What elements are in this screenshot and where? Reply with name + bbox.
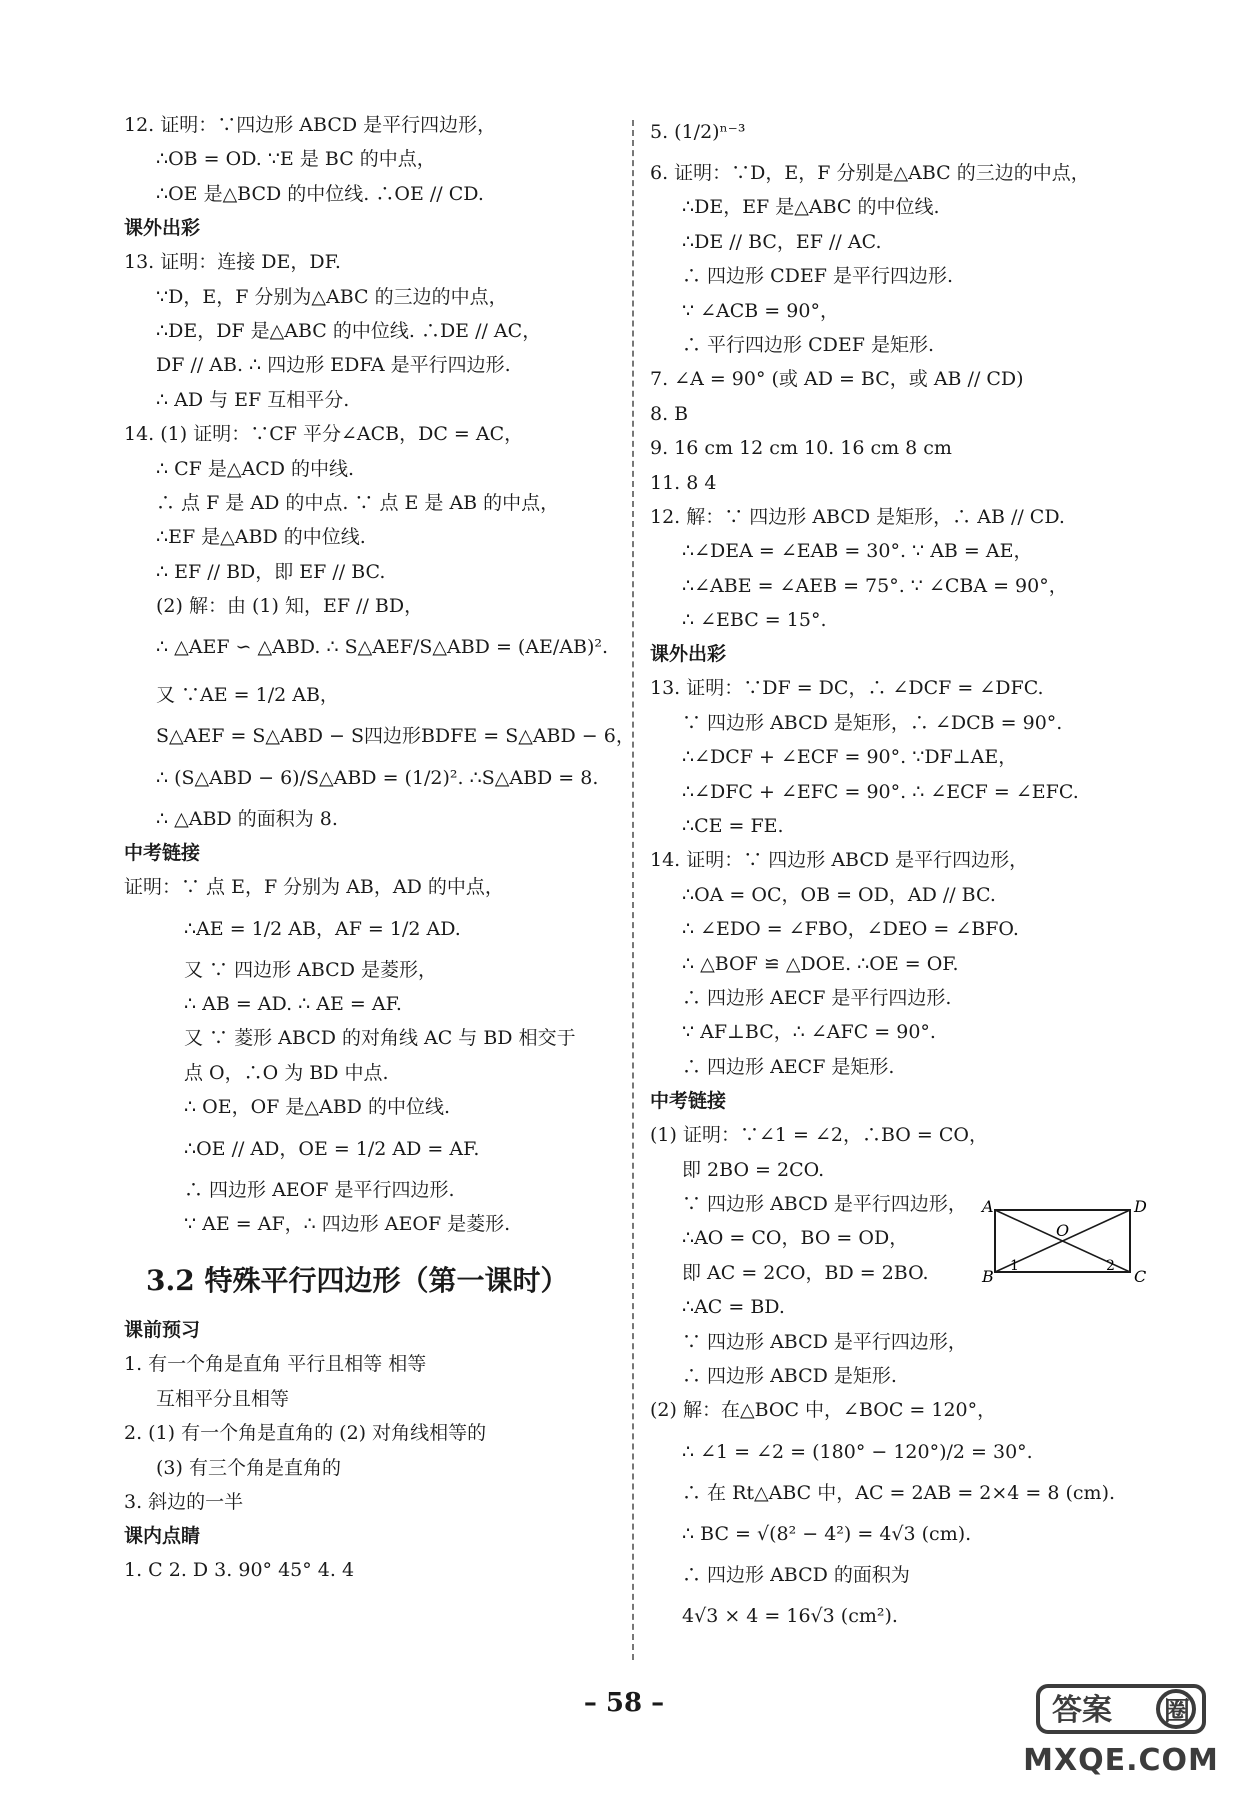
text-line: ∴ ∠EBC = 15°. bbox=[682, 609, 827, 632]
text-line: ∴ 四边形 AECF 是矩形. bbox=[682, 1055, 895, 1078]
figure-label: 1 bbox=[1010, 1258, 1019, 1274]
watermark-logo bbox=[1036, 1680, 1206, 1738]
text-line: ∵ 四边形 ABCD 是平行四边形， bbox=[682, 1330, 967, 1353]
text-line: ∴∠DFC + ∠EFC = 90°. ∴ ∠ECF = ∠EFC. bbox=[682, 780, 1079, 803]
text-line: ∴AE = 1/2 AB，AF = 1/2 AD. bbox=[184, 917, 461, 940]
text-line: (2) 解：在△BOC 中，∠BOC = 120°， bbox=[650, 1399, 997, 1422]
text-line: ∴ 四边形 CDEF 是平行四边形. bbox=[682, 265, 953, 288]
text-line: 5. (1/2)ⁿ⁻³ bbox=[650, 121, 746, 143]
text-line: 6. 证明：∵D，E，F 分别是△ABC 的三边的中点， bbox=[650, 162, 1090, 184]
text-line: ∴ △BOF ≌ △DOE. ∴OE = OF. bbox=[682, 952, 959, 975]
text-line: (3) 有三个角是直角的 bbox=[156, 1456, 341, 1479]
text-line: 证明：∵ 点 E，F 分别为 AB，AD 的中点， bbox=[124, 876, 504, 899]
figure-label: C bbox=[1134, 1267, 1147, 1286]
text-line: (1) 证明：∵∠1 = ∠2，∴BO = CO， bbox=[650, 1124, 988, 1147]
text-line: 14. (1) 证明：∵CF 平分∠ACB，DC = AC， bbox=[124, 423, 524, 446]
figure-label: D bbox=[1134, 1198, 1147, 1216]
figure-label: B bbox=[982, 1267, 994, 1286]
column-divider bbox=[632, 120, 634, 1660]
text-line: ∴OA = OC，OB = OD，AD // BC. bbox=[682, 883, 996, 906]
text-line: ∴ EF // BD，即 EF // BC. bbox=[156, 560, 386, 583]
text-line: 2. (1) 有一个角是直角的 (2) 对角线相等的 bbox=[124, 1422, 487, 1445]
text-line: (2) 解：由 (1) 知，EF // BD， bbox=[156, 595, 424, 618]
text-line: 13. 证明：连接 DE，DF. bbox=[124, 251, 341, 274]
text-line: 13. 证明：∵DF = DC，∴ ∠DCF = ∠DFC. bbox=[650, 677, 1044, 700]
figure-label: A bbox=[982, 1198, 994, 1216]
section-heading: 中考链接 bbox=[650, 1090, 727, 1113]
text-line: ∴ 四边形 AEOF 是平行四边形. bbox=[184, 1178, 455, 1201]
text-line: ∴OB = OD. ∵E 是 BC 的中点， bbox=[156, 148, 436, 171]
text-line: 1. C 2. D 3. 90° 45° 4. 4 bbox=[124, 1559, 355, 1582]
text-line: ∵ AF⊥BC，∴ ∠AFC = 90°. bbox=[682, 1021, 936, 1044]
text-line: 11. 8 4 bbox=[650, 471, 717, 494]
text-line: ∴CE = FE. bbox=[682, 815, 784, 838]
text-line: ∴ (S△ABD − 6)/S△ABD = (1/2)². ∴S△ABD = 8. bbox=[156, 766, 599, 789]
text-line: ∴DE // BC，EF // AC. bbox=[682, 230, 882, 253]
text-line: ∴DE，DF 是△ABC 的中位线. ∴DE // AC， bbox=[156, 319, 542, 342]
text-line: 3. 斜边的一半 bbox=[124, 1490, 244, 1513]
text-line: ∴ 在 Rt△ABC 中，AC = 2AB = 2×4 = 8 (cm). bbox=[682, 1481, 1116, 1504]
text-line: 点 O，∴O 为 BD 中点. bbox=[184, 1061, 389, 1084]
text-line: ∴DE，EF 是△ABC 的中位线. bbox=[682, 196, 940, 219]
section-heading: 课外出彩 bbox=[650, 643, 727, 666]
text-line: ∴∠ABE = ∠AEB = 75°. ∵ ∠CBA = 90°， bbox=[682, 574, 1068, 597]
text-line: DF // AB. ∴ 四边形 EDFA 是平行四边形. bbox=[156, 354, 511, 377]
text-line: 7. ∠A = 90° (或 AD = BC，或 AB // CD) bbox=[650, 368, 1024, 391]
section-heading: 课内点睛 bbox=[124, 1525, 201, 1548]
text-line: 又 ∵ 四边形 ABCD 是菱形， bbox=[184, 958, 437, 981]
text-line: 8. B bbox=[650, 402, 689, 425]
text-line: 即 2BO = 2CO. bbox=[682, 1158, 825, 1181]
text-line: ∴ CF 是△ACD 的中线. bbox=[156, 457, 355, 480]
text-line: S△AEF = S△ABD − S四边形BDFE = S△ABD − 6， bbox=[156, 725, 635, 748]
text-line: 12. 证明：∵四边形 ABCD 是平行四边形， bbox=[124, 114, 497, 136]
text-line: 14. 证明：∵ 四边形 ABCD 是平行四边形， bbox=[650, 849, 1029, 872]
text-line: ∴ 四边形 ABCD 的面积为 bbox=[682, 1564, 910, 1587]
text-line: 12. 解：∵ 四边形 ABCD 是矩形，∴ AB // CD. bbox=[650, 505, 1065, 528]
svg-text:答案: 答案 bbox=[1052, 1693, 1112, 1728]
section-heading: 课外出彩 bbox=[124, 217, 201, 240]
figure-label: O bbox=[1056, 1221, 1070, 1240]
text-line: ∴ OE，OF 是△ABD 的中位线. bbox=[184, 1096, 450, 1119]
watermark-text: MXQE.COM bbox=[1023, 1743, 1219, 1778]
left-column bbox=[124, 108, 635, 1588]
parallelogram-figure bbox=[980, 1198, 1150, 1288]
text-line: ∴EF 是△ABD 的中位线. bbox=[156, 526, 366, 549]
text-line: ∴ BC = √(8² − 4²) = 4√3 (cm). bbox=[682, 1523, 972, 1546]
text-line: ∴ 四边形 ABCD 是矩形. bbox=[682, 1364, 897, 1387]
text-line: 又 ∵AE = 1/2 AB， bbox=[156, 684, 339, 707]
page-number: – 58 – bbox=[583, 1688, 665, 1718]
right-column bbox=[650, 108, 1150, 1640]
text-line: ∵D，E，F 分别为△ABC 的三边的中点， bbox=[156, 285, 508, 308]
text-line: ∴ △ABD 的面积为 8. bbox=[156, 807, 338, 830]
text-line: ∴OE // AD，OE = 1/2 AD = AF. bbox=[184, 1137, 480, 1160]
text-line: ∴AO = CO，BO = OD， bbox=[682, 1227, 909, 1250]
text-line: ∵ AE = AF，∴ 四边形 AEOF 是菱形. bbox=[184, 1212, 511, 1235]
text-line: ∴ 四边形 AECF 是平行四边形. bbox=[682, 986, 952, 1009]
text-line: 1. 有一个角是直角 平行且相等 相等 bbox=[124, 1353, 427, 1376]
text-line: ∵ ∠ACB = 90°， bbox=[682, 299, 839, 322]
text-line: ∴ ∠EDO = ∠FBO，∠DEO = ∠BFO. bbox=[682, 918, 1019, 941]
text-line: ∴ ∠1 = ∠2 = (180° − 120°)/2 = 30°. bbox=[682, 1440, 1033, 1463]
text-line: ∴OE 是△BCD 的中位线. ∴OE // CD. bbox=[156, 182, 484, 205]
text-line: 又 ∵ 菱形 ABCD 的对角线 AC 与 BD 相交于 bbox=[184, 1027, 576, 1050]
text-line: ∵ 四边形 ABCD 是平行四边形， bbox=[682, 1192, 967, 1215]
text-line: 互相平分且相等 bbox=[156, 1387, 290, 1410]
text-line: ∴ △AEF ∽ △ABD. ∴ S△AEF/S△ABD = (AE/AB)². bbox=[156, 636, 609, 659]
text-line: ∴AC = BD. bbox=[682, 1296, 785, 1319]
text-line: ∴ 平行四边形 CDEF 是矩形. bbox=[682, 333, 934, 356]
section-heading: 中考链接 bbox=[124, 842, 201, 865]
text-line: 9. 16 cm 12 cm 10. 16 cm 8 cm bbox=[650, 437, 952, 460]
watermark bbox=[1016, 1676, 1226, 1786]
text-line: ∴ AD 与 EF 互相平分. bbox=[156, 388, 350, 411]
text-line: ∴∠DEA = ∠EAB = 30°. ∵ AB = AE， bbox=[682, 540, 1033, 563]
svg-text:圈: 圈 bbox=[1164, 1697, 1191, 1727]
text-line: ∴ AB = AD. ∴ AE = AF. bbox=[184, 993, 402, 1016]
chapter-title: 3.2 特殊平行四边形（第一课时） bbox=[146, 1264, 569, 1298]
text-line: 4√3 × 4 = 16√3 (cm²). bbox=[682, 1605, 898, 1628]
text-line: 即 AC = 2CO，BD = 2BO. bbox=[682, 1261, 929, 1284]
text-line: ∴∠DCF + ∠ECF = 90°. ∵DF⊥AE， bbox=[682, 746, 1018, 769]
text-line: ∵ 四边形 ABCD 是矩形，∴ ∠DCB = 90°. bbox=[682, 711, 1063, 734]
figure-label: 2 bbox=[1106, 1258, 1115, 1274]
text-line: ∴ 点 F 是 AD 的中点. ∵ 点 E 是 AB 的中点， bbox=[156, 491, 560, 514]
section-heading: 课前预习 bbox=[124, 1319, 201, 1342]
